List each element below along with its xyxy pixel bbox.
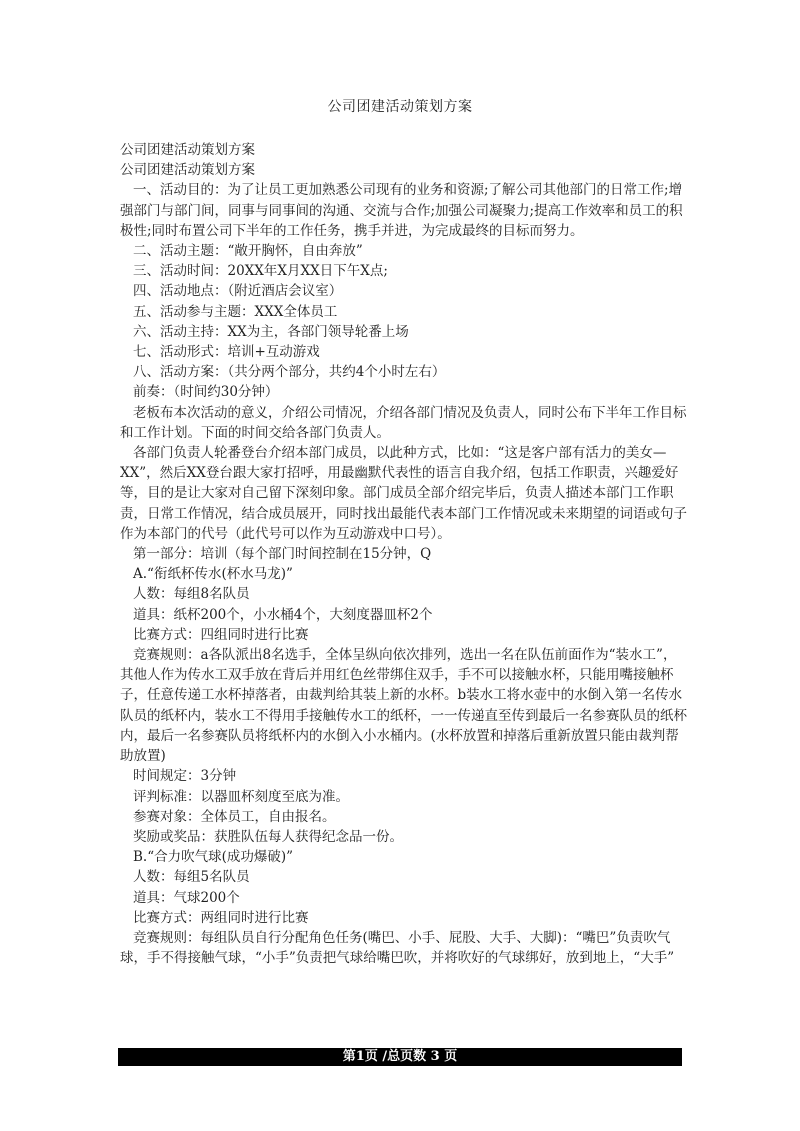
body-paragraph: 七、活动形式：培训+互动游戏 [133, 344, 320, 361]
document-title: 公司团建活动策划方案 [327, 99, 473, 115]
body-paragraph: 各部门负责人轮番登台介绍本部门成员，以此种方式，比如：“这是客户部有活力的美女—XX”，然后XX登台跟大家打招呼，用最幽默代表性的语言自我介绍，包括工作职责，兴趣爱好等，目的是让大家对自己留下深刻印象。部门成员全部介绍完毕后，负责人描述本部门工作职责，日常工作情况，结合成员展开，同时找出最能代表本部门工作情况或未来期望的词语或句子作为本部门的代号（此代号可以作为互动游戏中口号）。 [120, 445, 687, 542]
body-paragraph: 五、活动参与主题：XXX全体员工 [133, 303, 338, 320]
body-paragraph: 一、活动目的：为了让员工更加熟悉公司现有的业务和资源;了解公司其他部门的日常工作;增强部门与部门间，同事与同事间的沟通、交流与合作;加强公司凝聚力;提高工作效率和员工的积极性;同时布置公司下半年的工作任务，携手并进，为完成最终的目标而努力。 [120, 182, 683, 239]
body-paragraph: 道具：气球200个 [133, 889, 240, 906]
body-paragraph: 公司团建活动策划方案 [120, 162, 255, 179]
document-body [120, 140, 688, 968]
body-paragraph: 人数：每组8名队员 [133, 586, 250, 603]
body-paragraph: 时间规定：3分钟 [133, 768, 237, 785]
body-paragraph: 四、活动地点：（附近酒店会议室） [133, 283, 343, 300]
body-paragraph: B.“合力吹气球(成功爆破)” [133, 849, 294, 866]
body-paragraph: A.“衔纸杯传水(杯水马龙)” [133, 566, 293, 583]
body-paragraph: 三、活动时间：20XX年X月XX日下午X点; [133, 263, 388, 280]
body-paragraph: 奖励或奖品：获胜队伍每人获得纪念品一份。 [133, 828, 403, 845]
body-paragraph: 竞赛规则：每组队员自行分配角色任务(嘴巴、小手、屁股、大手、大脚)：“嘴巴”负责吹气球，手不得接触气球，“小手”负责把气球给嘴巴吹，并将吹好的气球绑好，放到地上，“大手” [120, 929, 675, 967]
body-paragraph: 八、活动方案：（共分两个部分，共约4个小时左右） [133, 364, 446, 381]
body-paragraph: 六、活动主持：XX为主，各部门领导轮番上场 [133, 323, 409, 340]
body-paragraph: 评判标准：以器皿杯刻度至底为准。 [133, 788, 349, 805]
body-paragraph: 比赛方式：四组同时进行比赛 [133, 626, 309, 643]
body-paragraph: 竞赛规则：a各队派出8名选手，全体呈纵向依次排列，选出一名在队伍前面作为“装水工”，其他人作为传水工双手放在背后并用红色丝带绑住双手，手不可以接触水杯，只能用嘴接触杯子，任意传递工水杯掉落者，由裁判给其装上新的水杯。b装水工将水壶中的水倒入第一名传水队员的纸杯内，装水工不得用手接触传水工的纸杯，一一传递直至传到最后一名参赛队员的纸杯内，最后一名参赛队员将纸杯内的水倒入小水桶内。(水杯放置和掉落后重新放置只能由裁判帮助放置) [120, 647, 687, 765]
body-paragraph: 公司团建活动策划方案 [120, 142, 255, 158]
page-footer: 第1页 /总页数 3 页 [118, 1048, 682, 1066]
body-paragraph: 前奏：（时间约30分钟） [133, 384, 279, 401]
body-paragraph: 二、活动主题：“敞开胸怀，自由奔放” [133, 243, 363, 260]
body-paragraph: 参赛对象：全体员工，自由报名。 [133, 808, 336, 825]
body-paragraph: 老板布本次活动的意义，介绍公司情况，介绍各部门情况及负责人，同时公布下半年工作目标和工作计划。下面的时间交给各部门负责人。 [120, 404, 687, 441]
body-paragraph: 比赛方式：两组同时进行比赛 [133, 909, 309, 926]
body-paragraph: 道具：纸杯200个，小水桶4个，大刻度器皿杯2个 [133, 606, 433, 623]
body-paragraph: 第一部分：培训（每个部门时间控制在15分钟，Q [133, 546, 432, 563]
body-paragraph: 人数：每组5名队员 [133, 869, 250, 886]
